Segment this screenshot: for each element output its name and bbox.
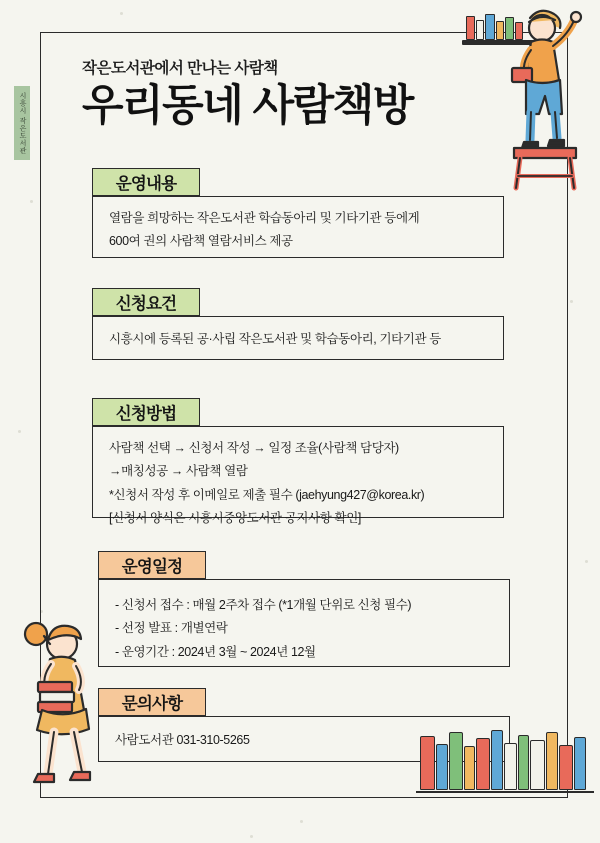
row-book xyxy=(504,743,517,790)
section-5-line-1: 사람도서관 031-310-5265 xyxy=(115,733,250,747)
man-on-ladder-illustration xyxy=(500,0,596,200)
section-box-1 xyxy=(92,196,504,258)
section-label-2: 신청요건 xyxy=(115,295,177,313)
paper-speckle xyxy=(585,560,588,563)
girl-with-books-illustration xyxy=(10,612,120,827)
section-3-note-2: [신청서 양식은 시흥시중앙도서관 공지사항 확인] xyxy=(109,511,361,526)
section-chip-3 xyxy=(92,398,200,426)
section-1-line-2: 600여 권의 사람책 열람서비스 제공 xyxy=(109,234,293,249)
section-label-4: 운영일정 xyxy=(121,558,183,576)
paper-speckle xyxy=(300,820,303,823)
headline-block xyxy=(82,56,502,129)
row-book xyxy=(559,745,573,790)
book-row-floor xyxy=(416,791,594,793)
section-label-5: 문의사항 xyxy=(121,695,183,713)
section-chip-2 xyxy=(92,288,200,316)
section-label-3: 신청방법 xyxy=(115,405,177,423)
section-2-line-1: 시흥시에 등록된 공·사립 작은도서관 및 학습동아리, 기타기관 등 xyxy=(109,332,441,346)
shelf-book xyxy=(476,20,484,40)
row-book xyxy=(530,740,545,790)
section-3-line-2: →매칭성공 → 사람책 열람 xyxy=(109,464,248,479)
paper-speckle xyxy=(30,200,33,203)
row-book xyxy=(476,738,490,790)
row-book xyxy=(574,737,586,790)
paper-speckle xyxy=(250,835,253,838)
row-book xyxy=(436,744,448,790)
side-tab-label: 시흥시 작은도서관 xyxy=(19,91,26,155)
section-4-line-3: - 운영기간 : 2024년 3월 ~ 2024년 12월 xyxy=(115,644,316,659)
row-book xyxy=(420,736,435,790)
section-chip-1 xyxy=(92,168,200,196)
row-book xyxy=(518,735,529,790)
row-book xyxy=(546,732,558,790)
section-3-line-1: 사람책 선택 → 신청서 작성 → 일정 조율(사람책 담당자) xyxy=(109,441,399,455)
section-1-line-1: 열람을 희망하는 작은도서관 학습동아리 및 기타기관 등에게 xyxy=(109,211,420,225)
paper-speckle xyxy=(570,300,573,303)
paper-speckle xyxy=(120,12,123,15)
row-book xyxy=(464,746,475,790)
section-box-4 xyxy=(98,579,510,667)
shelf-book xyxy=(466,16,475,40)
book-row-illustration xyxy=(420,726,590,790)
section-chip-4 xyxy=(98,551,206,579)
poster-title: 우리동네 사람책방 xyxy=(82,82,413,130)
section-chip-5 xyxy=(98,688,206,716)
section-box-2 xyxy=(92,316,504,360)
side-tab xyxy=(14,86,30,160)
section-box-3 xyxy=(92,426,504,526)
section-4-line-1: - 신청서 접수 : 매월 2주차 접수 (*1개월 단위로 신청 필수) xyxy=(115,598,412,612)
row-book xyxy=(491,730,503,790)
shelf-book xyxy=(485,14,495,40)
section-label-1: 운영내용 xyxy=(115,175,177,193)
section-4-line-2: - 선정 발표 : 개별연락 xyxy=(115,621,228,636)
row-book xyxy=(449,732,463,790)
section-3-note-1: *신청서 작성 후 이메일로 제출 필수 (jaehyung427@korea.kr) xyxy=(109,487,425,502)
paper-speckle xyxy=(18,430,21,433)
poster-kicker: 작은도서관에서 만나는 사람책 xyxy=(82,60,278,77)
